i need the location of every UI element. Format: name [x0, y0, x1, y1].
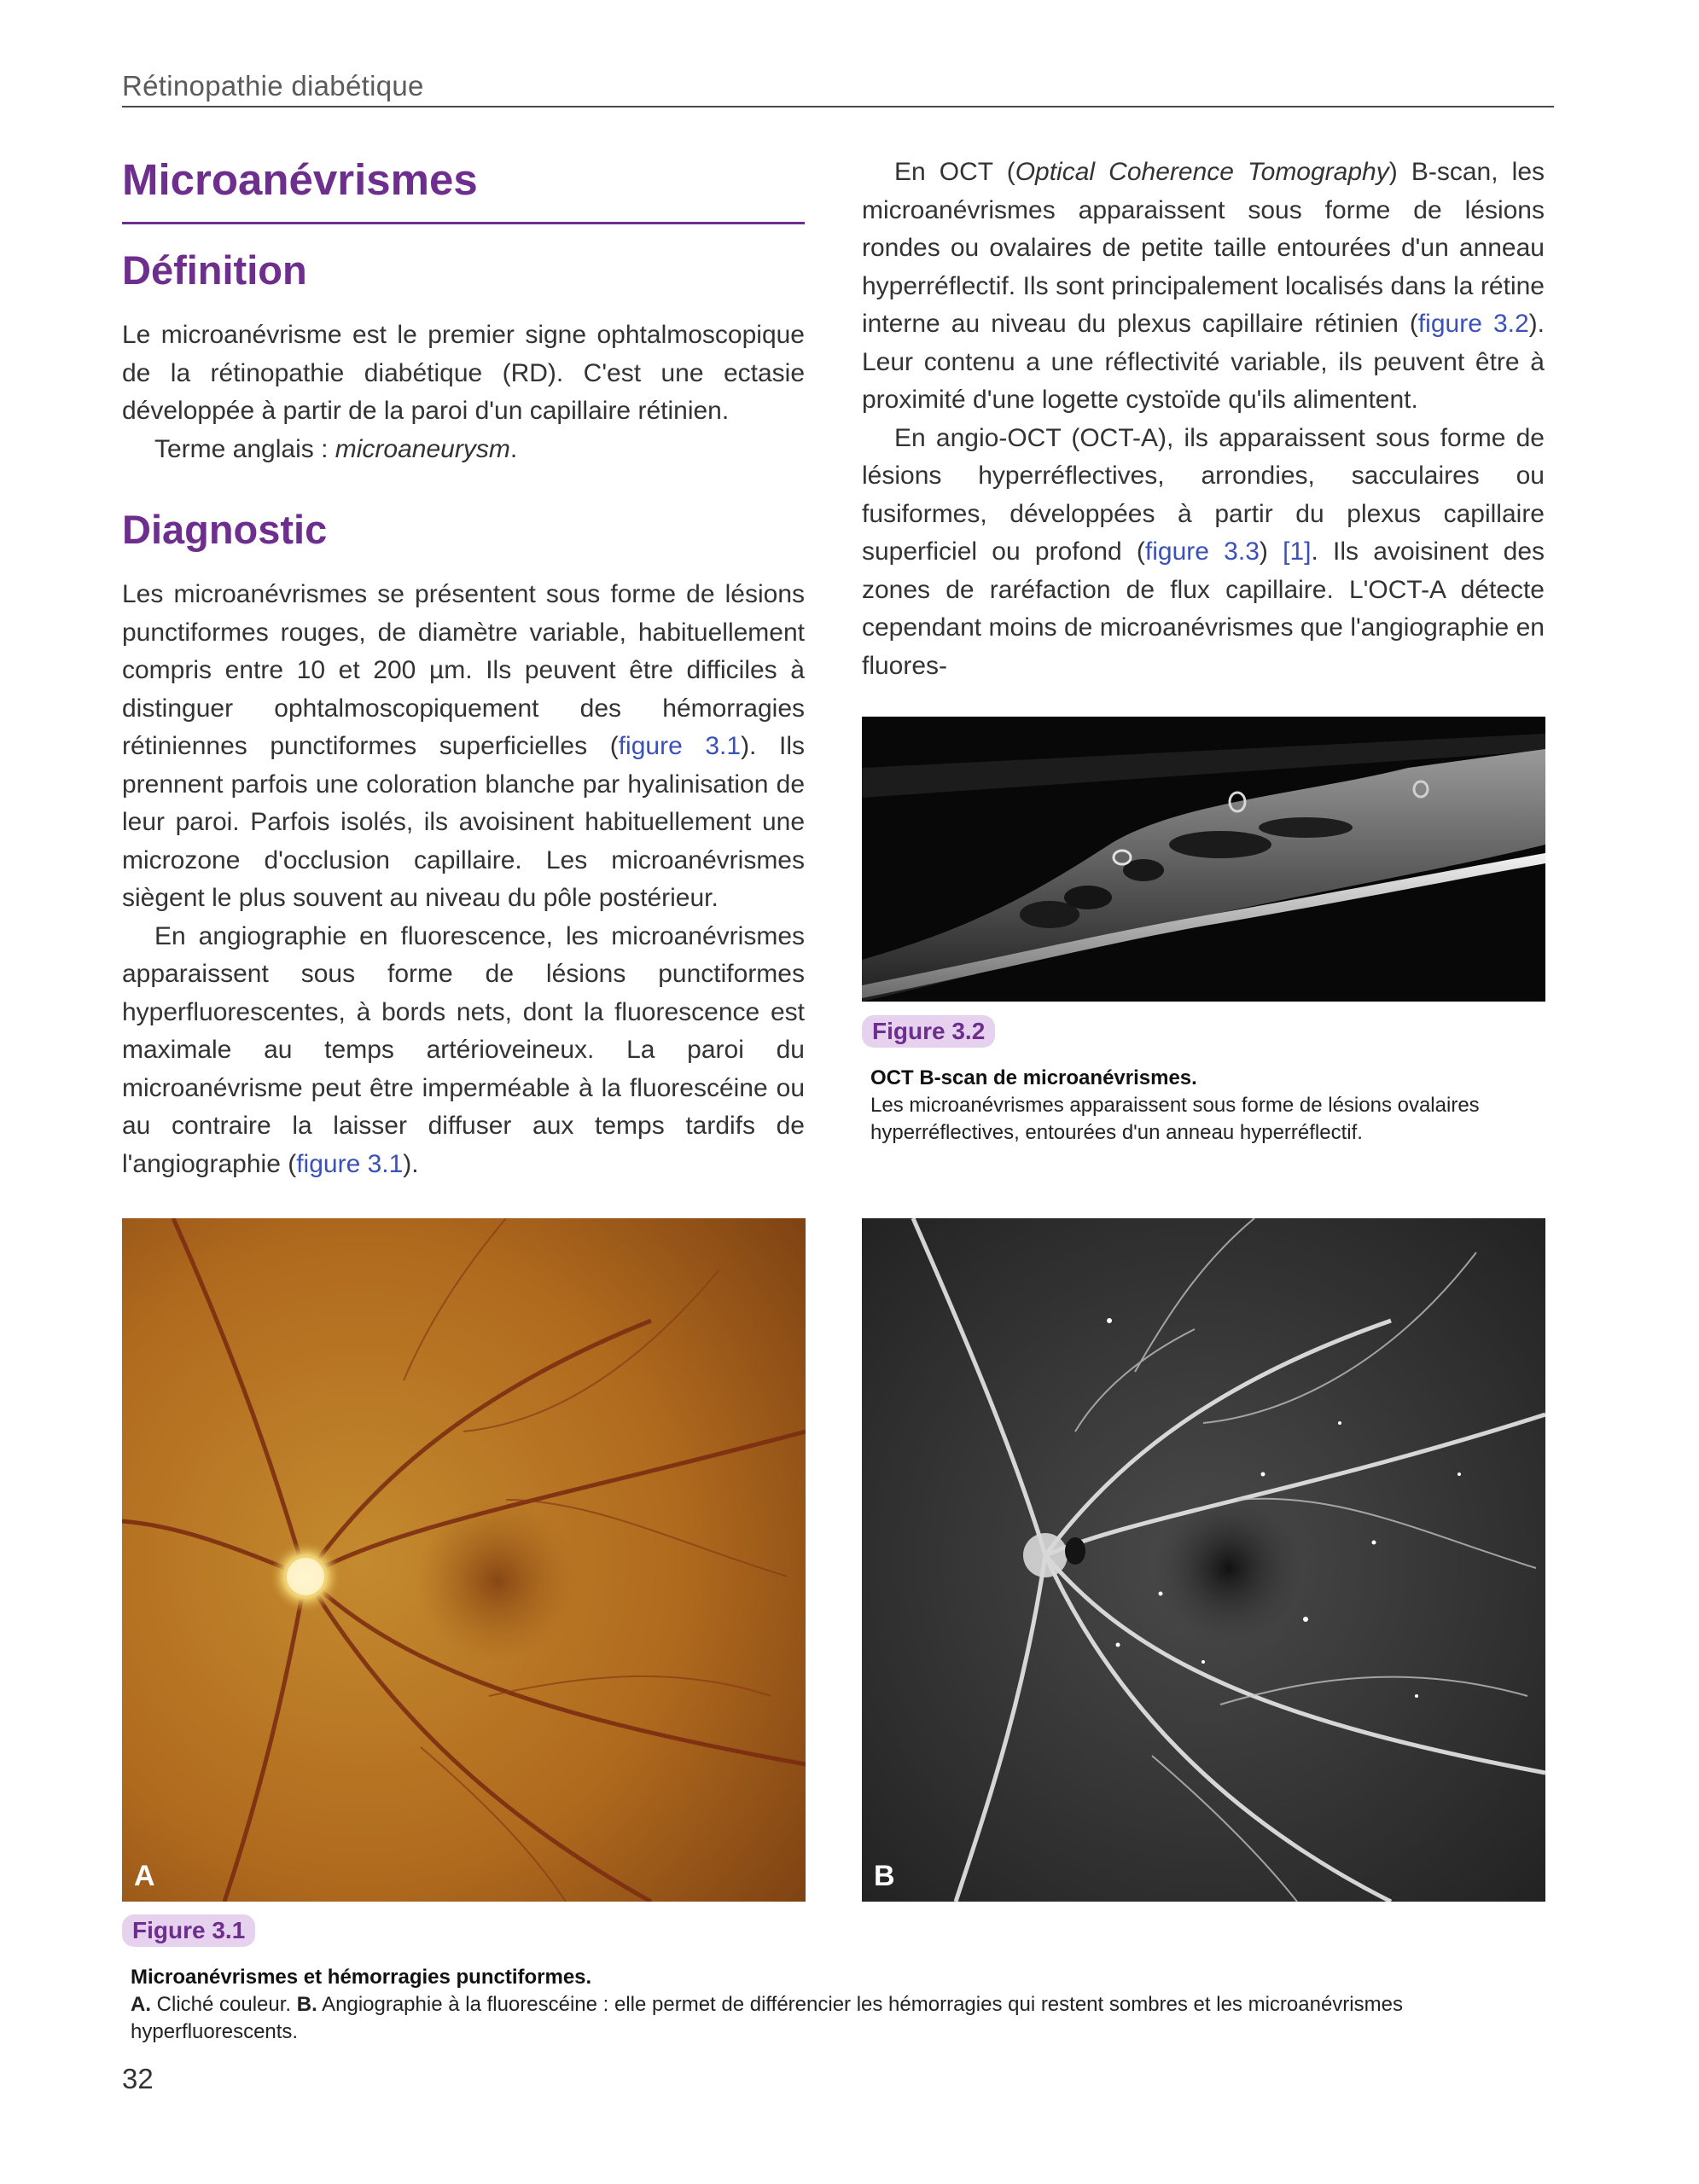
panel-b-desc: Angiographie à la fluorescéine : elle permet de différencier les hémorragies qui restent sombres et les microanévrismes hyperfluorescents. — [131, 1993, 1403, 2043]
figure-ref-link[interactable]: figure 3.3 — [1144, 537, 1260, 566]
section-heading-diagnostic: Diagnostic — [122, 507, 328, 552]
diag-p1-text-b: ). Ils prennent parfois une coloration blanche par hyalinisation de leur paroi. Parfois isolés, ils avoisinent habituellement une microzone d'occlusion capillaire. Les microanévrismes siègent le plus souvent au niveau du pôle postérieur. — [122, 732, 805, 912]
panel-label-a: A — [134, 1860, 155, 1892]
figure-3-2-caption — [862, 1015, 1545, 1147]
oct-term: Optical Coherence Tomography — [1015, 158, 1389, 186]
panel-b-ref: B. — [296, 1993, 317, 2016]
oct-bscan-image — [862, 717, 1545, 1002]
english-term-suffix: . — [509, 434, 518, 463]
section-heading-definition: Définition — [122, 247, 307, 293]
diag-p2-text-a: En angiographie en fluorescence, les microanévrismes apparaissent sous forme de lésions punctiformes hyperfluorescentes, à bords nets, dont la fluorescence est maximale au temps artérioveineux. La paroi du microanévrisme peut être imperméable à la fluorescéine ou au contraire la laisser diffuser aux temps tardifs de l'angiographie ( — [122, 921, 805, 1178]
definition-paragraph: Le microanévrisme est le premier signe ophtalmoscopique de la rétinopathie diabétique (RD). C'est une ectasie développée à partir de la paroi d'un capillaire rétinien. — [122, 321, 805, 425]
octa-text-a: En angio-OCT (OCT-A), ils apparaissent sous forme de lésions hyperréflectives, arrondies, sacculaires ou fusiformes, développées à partir du plexus capillaire superficiel ou profond ( — [862, 423, 1545, 566]
running-title: Rétinopathie diabétique — [122, 70, 424, 102]
oct-text-c: ). Leur contenu a une réflectivité variable, ils peuvent être à proximité d'une logette cystoïde qu'ils alimentent. — [862, 310, 1545, 414]
citation-link[interactable]: [1] — [1283, 537, 1312, 566]
figure-3-2-label: Figure 3.2 — [862, 1015, 995, 1048]
fluorescein-angiography-image — [862, 1218, 1545, 1902]
diag-p1-text-a: Les microanévrismes se présentent sous forme de lésions punctiformes rouges, de diamètre variable, habituellement compris entre 10 et 200 µm. Ils peuvent être difficiles à distinguer ophtalmoscopiquement des hémorragies rétiniennes punctiformes superficielles ( — [122, 580, 805, 760]
fundus-color-photo — [122, 1218, 806, 1902]
english-term-paragraph — [122, 431, 805, 469]
diagnostic-paragraph-1 — [122, 576, 805, 918]
figure-3-1-caption — [122, 1914, 1554, 2046]
figure-3-2-title: OCT B-scan de microanévrismes. — [870, 1066, 1197, 1089]
panel-a-desc: Cliché couleur. — [151, 1993, 297, 2016]
figure-ref-link[interactable]: figure 3.1 — [296, 1149, 404, 1178]
right-column — [862, 154, 1545, 685]
english-term-prefix: Terme anglais : — [154, 434, 335, 463]
diag-p2-text-b: ). — [403, 1149, 419, 1178]
octa-paragraph — [862, 420, 1545, 686]
figure-3-1-label: Figure 3.1 — [122, 1914, 255, 1947]
oct-text-a: En OCT ( — [894, 158, 1015, 186]
figure-3-1-title: Microanévrismes et hémorragies punctiformes. — [131, 1966, 592, 1989]
panel-a-ref: A. — [131, 1993, 151, 2016]
figure-3-2-text: Les microanévrismes apparaissent sous forme de lésions ovalaires hyperréflectives, entourées d'un anneau hyperréflectif. — [870, 1094, 1480, 1144]
figure-ref-link[interactable]: figure 3.1 — [618, 732, 742, 760]
page-number: 32 — [122, 2063, 154, 2094]
english-term: microaneurysm — [335, 434, 510, 463]
figure-3-1-text — [122, 1991, 1554, 2046]
chapter-title: Microanévrismes — [122, 154, 805, 224]
octa-text-mid: ) — [1259, 537, 1283, 566]
running-header — [122, 67, 1554, 107]
oct-paragraph — [862, 154, 1545, 420]
panel-label-b: B — [874, 1860, 895, 1892]
octa-text-b: . Ils avoisinent des zones de raréfaction de flux capillaire. L'OCT-A détecte cependant moins de microanévrismes que l'angiographie en fluores- — [862, 537, 1545, 680]
oct-text-b: ) B-scan, les microanévrismes apparaissent sous forme de lésions rondes ou ovalaires de petite taille entourées d'un anneau hyperréflectif. Ils sont principalement localisés dans la rétine interne au niveau du plexus capillaire rétinien ( — [862, 158, 1545, 338]
figure-ref-link[interactable]: figure 3.2 — [1417, 310, 1529, 338]
diagnostic-paragraph-2 — [122, 918, 805, 1184]
left-column — [122, 154, 805, 1183]
